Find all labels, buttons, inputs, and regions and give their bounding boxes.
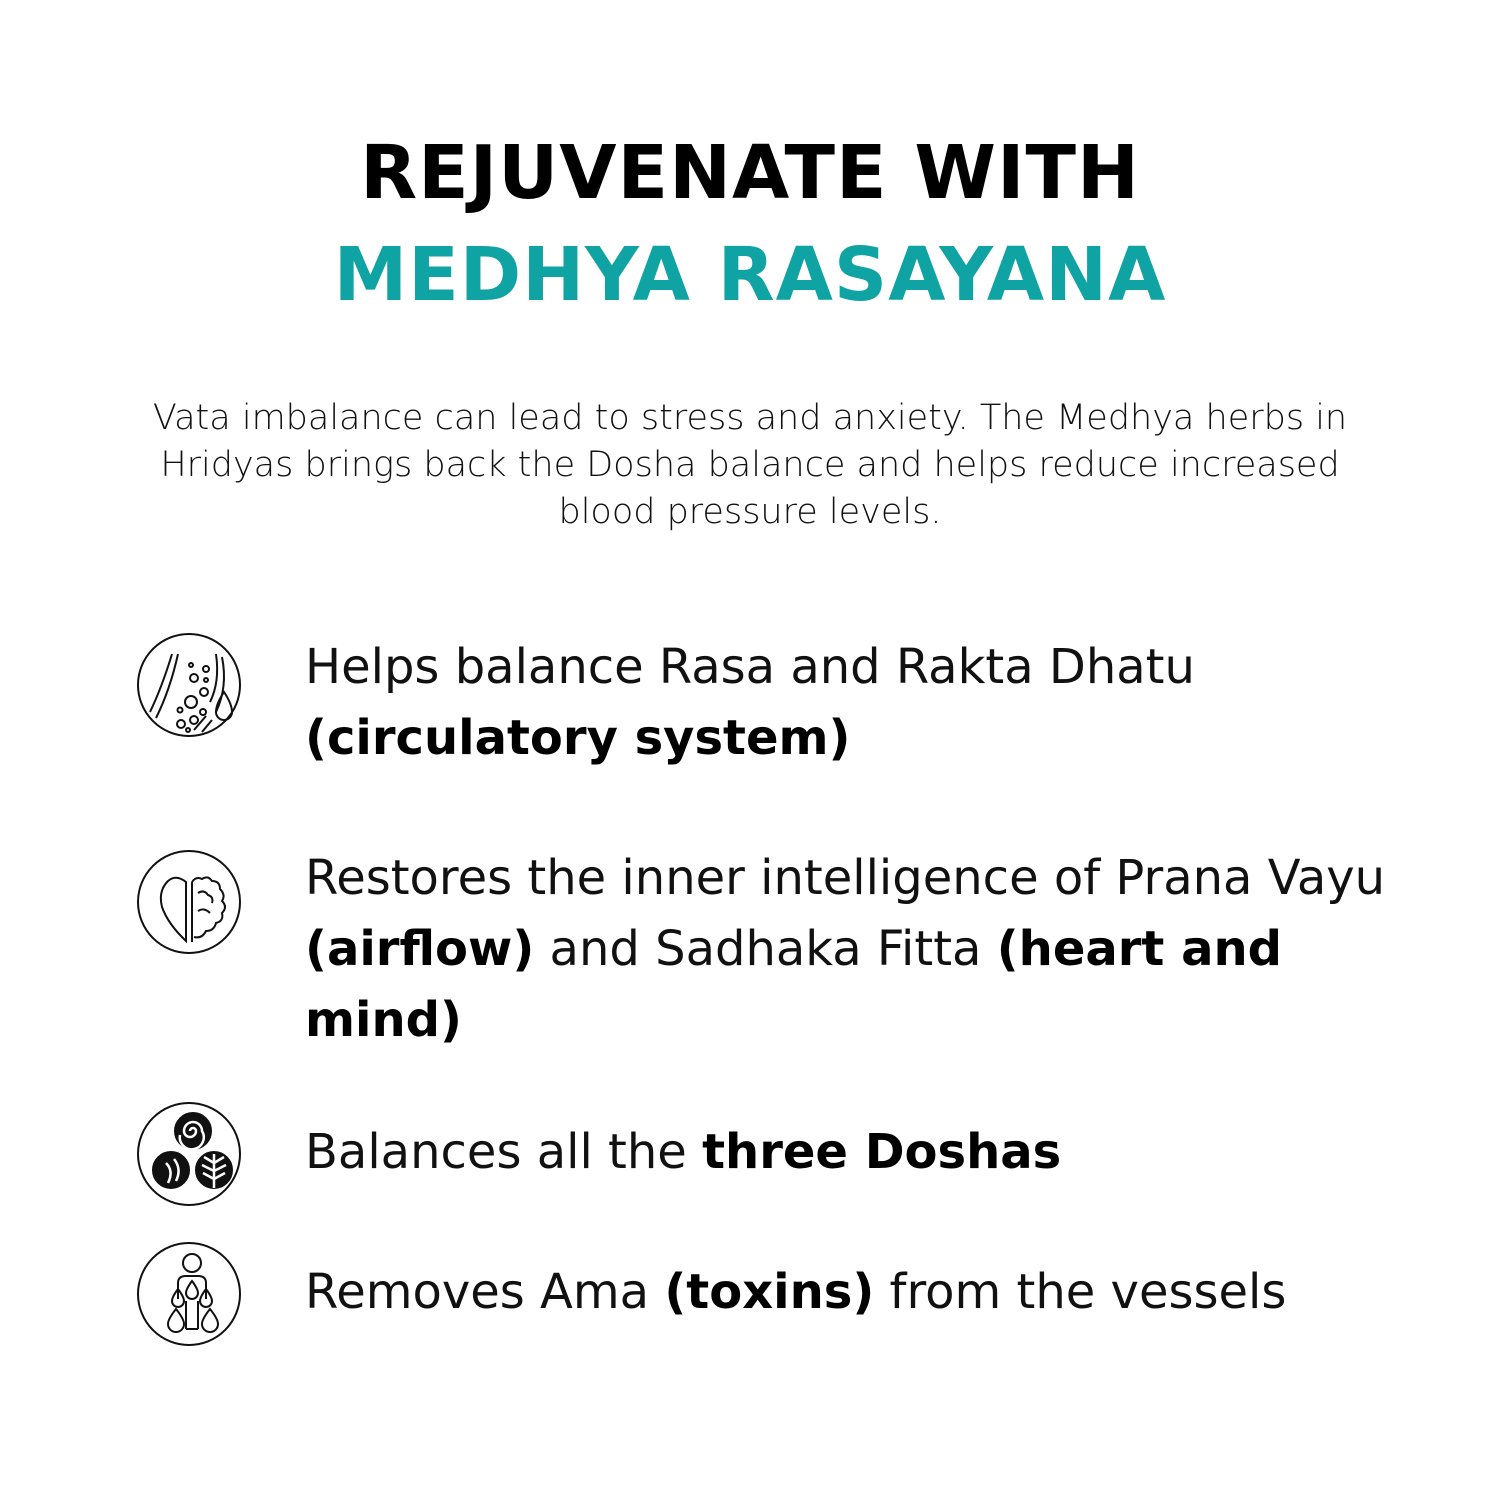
feature-text-bold: (airflow)	[305, 921, 535, 977]
feature-text-normal: and Sadhaka Fitta	[534, 921, 997, 977]
feature-text-bold: three Doshas	[702, 1124, 1062, 1180]
title-line-2: MEDHYA RASAYANA	[333, 232, 1167, 318]
intro-paragraph: Vata imbalance can lead to stress and anxiety. The Medhya herbs in Hridyas brings back the Dosha balance and helps reduce increased blood pressure levels.	[152, 398, 1348, 532]
feature-text	[305, 1117, 1425, 1188]
feature-text	[305, 1257, 1425, 1328]
feature-text-bold: (toxins)	[664, 1264, 875, 1320]
feature-text-normal: Removes Ama	[305, 1264, 665, 1320]
heart-brain-icon	[136, 849, 242, 955]
feature-text	[305, 843, 1425, 1056]
feature-text	[305, 632, 1425, 774]
feature-text-normal: from the vessels	[874, 1264, 1287, 1320]
feature-text-normal: Helps balance Rasa and Rakta Dhatu	[305, 639, 1195, 695]
feature-text-bold: (circulatory system)	[305, 710, 851, 766]
feature-text-normal: Balances all the	[305, 1124, 703, 1180]
toxin-removal-body-icon	[136, 1241, 242, 1347]
feature-text-normal: Restores the inner intelligence of Prana Vayu	[305, 850, 1386, 906]
circulatory-vessel-icon	[136, 632, 242, 738]
three-doshas-icon	[136, 1101, 242, 1207]
title-line-1: REJUVENATE WITH	[360, 130, 1140, 216]
feature-text-bold: (heart and mind)	[305, 921, 1283, 1048]
